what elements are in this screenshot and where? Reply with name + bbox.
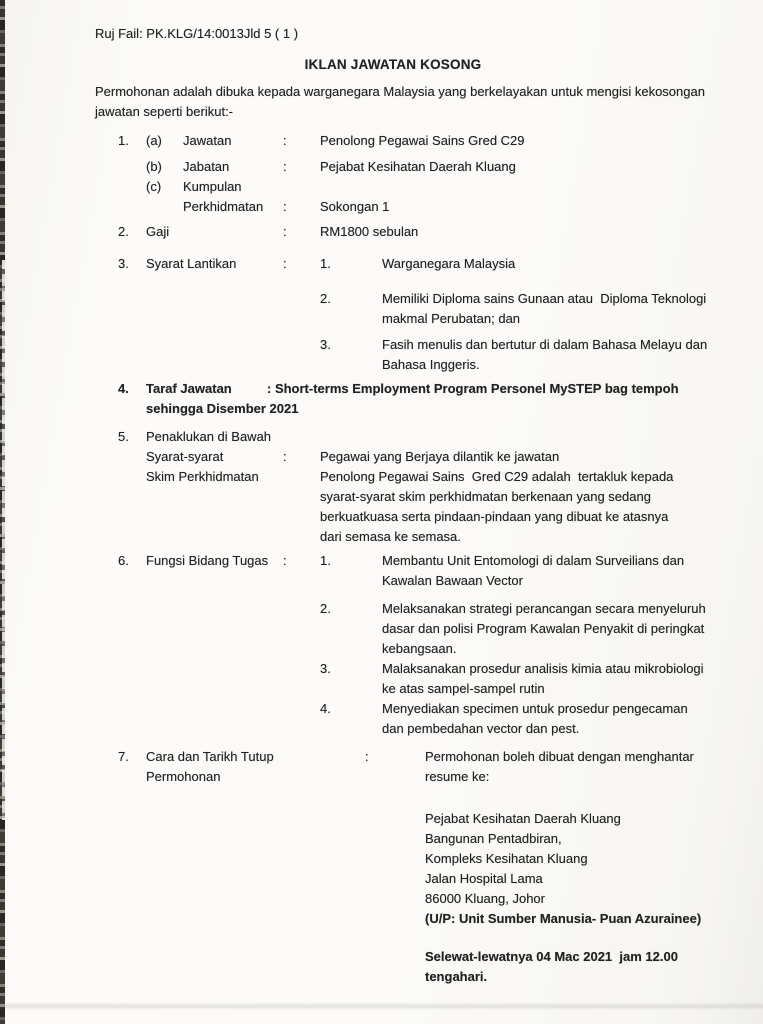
sub-item-text <box>382 254 707 274</box>
spacer <box>118 157 146 177</box>
item-label-line: Permohonan <box>146 769 221 784</box>
item-number: 1. <box>118 133 129 148</box>
colon-separator: : <box>283 449 287 464</box>
item-number: 3. <box>118 256 129 271</box>
item-label: Gaji <box>146 224 170 239</box>
sub-item-text <box>382 289 707 329</box>
items-list <box>118 131 708 987</box>
sub-item-number: 3. <box>320 661 331 676</box>
item-label-line: Syarat-syarat <box>146 449 224 464</box>
sub-item-line: Melaksanakan strategi perancangan secara menyeluruh <box>382 601 706 616</box>
document-title: IKLAN JAWATAN KOSONG <box>304 57 482 72</box>
sub-item-line: Memiliki Diploma sains Gunaan atau Diploma Teknologi <box>382 291 707 306</box>
sub-item-text <box>382 599 706 659</box>
item-label <box>146 427 283 547</box>
item-value-cell <box>320 177 691 217</box>
colon-separator: : <box>283 199 287 214</box>
sub-item-number: 1. <box>320 256 331 271</box>
sub-item-text <box>382 659 706 699</box>
item-7-row <box>118 747 702 987</box>
item-value-line: resume ke: <box>425 769 490 784</box>
item-1c-row <box>118 177 691 217</box>
item-value-line: syarat-syarat skim perkhidmatan berkenaan yang sedang <box>320 489 651 504</box>
sub-item-line: Menyediakan specimen untuk prosedur pengecaman <box>382 701 688 716</box>
colon-separator: : <box>283 133 287 148</box>
scan-bottom-shadow <box>0 1002 763 1010</box>
sub-item-line: ke atas sampel-sampel rutin <box>382 681 545 696</box>
sub-item <box>320 659 706 699</box>
address-line: Bangunan Pentadbiran, <box>425 831 562 846</box>
item-2-row <box>118 222 691 242</box>
colon-cell <box>283 427 320 547</box>
item-value: Penolong Pegawai Sains Gred C29 <box>320 133 525 148</box>
file-reference: Ruj Fail: PK.KLG/14:0013Jld 5 ( 1 ) <box>95 26 299 41</box>
sub-item-line: Bahasa Inggeris. <box>382 357 480 372</box>
item-5-row <box>118 427 691 547</box>
item-label: Taraf Jawatan <box>146 381 232 396</box>
sub-item-line: Warganegara Malaysia <box>382 256 516 271</box>
sub-item-text <box>382 551 706 591</box>
item-3-row <box>118 254 708 375</box>
item-label-line: Kumpulan <box>183 179 242 194</box>
sub-item <box>320 289 707 329</box>
item-value: RM1800 sebulan <box>320 224 419 239</box>
item-sub-letter: (b) <box>146 159 162 174</box>
colon-separator: : <box>283 224 287 239</box>
sub-item <box>320 699 706 739</box>
address-line: Pejabat Kesihatan Daerah Kluang <box>425 811 621 826</box>
colon-separator: : <box>283 553 287 568</box>
item-value-line: Permohonan boleh dibuat dengan menghantar <box>425 749 694 764</box>
item-label: Syarat Lantikan <box>146 256 237 271</box>
sub-item-line: Membantu Unit Entomologi di dalam Surveilians dan <box>382 553 685 568</box>
sub-item-number: 1. <box>320 553 331 568</box>
spacer <box>118 177 146 217</box>
item-text-block <box>146 379 691 419</box>
item-4-row <box>118 379 691 419</box>
address-block <box>425 809 701 929</box>
intro-line-2: jawatan seperti berikut:- <box>95 104 234 119</box>
item-value: : Short-terms Employment Program Personel MySTEP bag tempoh <box>267 381 679 396</box>
deadline-block <box>425 947 701 987</box>
address-line: Jalan Hospital Lama <box>425 871 543 886</box>
item-number: 5. <box>118 429 129 444</box>
sub-item-line: Kawalan Bawaan Vector <box>382 573 523 588</box>
sub-item-line: Malaksanakan prosedur analisis kimia atau mikrobiologi <box>382 661 704 676</box>
colon-separator: : <box>283 159 287 174</box>
sub-item-line: dan pembedahan vector dan pest. <box>382 721 580 736</box>
item-label-line: Penaklukan di Bawah <box>146 429 272 444</box>
address-line: Kompleks Kesihatan Kluang <box>425 851 588 866</box>
deadline-line: tengahari. <box>425 969 488 984</box>
deadline-line: Selewat-lewatnya 04 Mac 2021 jam 12.00 <box>425 949 678 964</box>
sub-item-number: 2. <box>320 291 331 306</box>
item-label-value-line <box>146 379 691 399</box>
sub-items-list <box>320 254 707 375</box>
sub-item-line: makmal Perubatan; dan <box>382 311 521 326</box>
item-value-cell <box>320 427 691 547</box>
item-value-cell <box>425 747 701 987</box>
intro-line-1: Permohonan adalah dibuka kepada warganegara Malaysia yang berkelayakan untuk mengisi kekosongan <box>95 84 705 99</box>
item-value-line: dari semasa ke semasa. <box>320 529 461 544</box>
address-line: 86000 Kluang, Johor <box>425 891 545 906</box>
item-value-line: Pegawai yang Berjaya dilantik ke jawatan <box>320 449 560 464</box>
item-number: 4. <box>118 381 129 396</box>
item-value-line: berkuatkuasa serta pindaan-pindaan yang dibuat ke atasnya <box>320 509 669 524</box>
item-label: Jawatan <box>183 133 232 148</box>
item-1b-row <box>118 157 691 177</box>
sub-item-text <box>382 335 707 375</box>
colon-separator: : <box>365 749 369 764</box>
item-label-line: Perkhidmatan <box>183 199 264 214</box>
item-1a-row <box>118 131 691 151</box>
sub-item-line: Fasih menulis dan bertutur di dalam Bahasa Melayu dan <box>382 337 708 352</box>
colon-separator: : <box>283 256 287 271</box>
item-label-line: Cara dan Tarikh Tutup <box>146 749 274 764</box>
item-sub-letter: (a) <box>146 133 162 148</box>
sub-item-number: 2. <box>320 601 331 616</box>
item-6-row <box>118 551 706 739</box>
item-value: Sokongan 1 <box>320 199 390 214</box>
item-number: 6. <box>118 553 129 568</box>
item-number: 2. <box>118 224 129 239</box>
item-value-line: Penolong Pegawai Sains Gred C29 adalah tertakluk kepada <box>320 469 674 484</box>
sub-item-text <box>382 699 706 739</box>
sub-item-line: kebangsaan. <box>382 641 457 656</box>
sub-item <box>320 551 706 591</box>
sub-items-list <box>320 551 706 739</box>
item-label: Fungsi Bidang Tugas <box>146 553 269 568</box>
item-label-line: Skim Perkhidmatan <box>146 469 259 484</box>
item-value-line: sehingga Disember 2021 <box>146 401 299 416</box>
item-sub-letter: (c) <box>146 179 162 194</box>
sub-item <box>320 599 706 659</box>
item-number: 7. <box>118 749 129 764</box>
attention-line: (U/P: Unit Sumber Manusia- Puan Azurainee) <box>425 911 702 926</box>
item-label <box>146 747 365 987</box>
colon-cell <box>283 177 320 217</box>
item-value: Pejabat Kesihatan Daerah Kluang <box>320 159 516 174</box>
item-label: Jabatan <box>183 159 230 174</box>
sub-item <box>320 254 707 274</box>
sub-item-number: 4. <box>320 701 331 716</box>
item-label <box>183 177 283 217</box>
sub-item <box>320 335 707 375</box>
intro-paragraph <box>95 82 705 122</box>
sub-item-number: 3. <box>320 337 331 352</box>
sub-item-line: dasar dan polisi Program Kawalan Penyakit di peringkat <box>382 621 705 636</box>
